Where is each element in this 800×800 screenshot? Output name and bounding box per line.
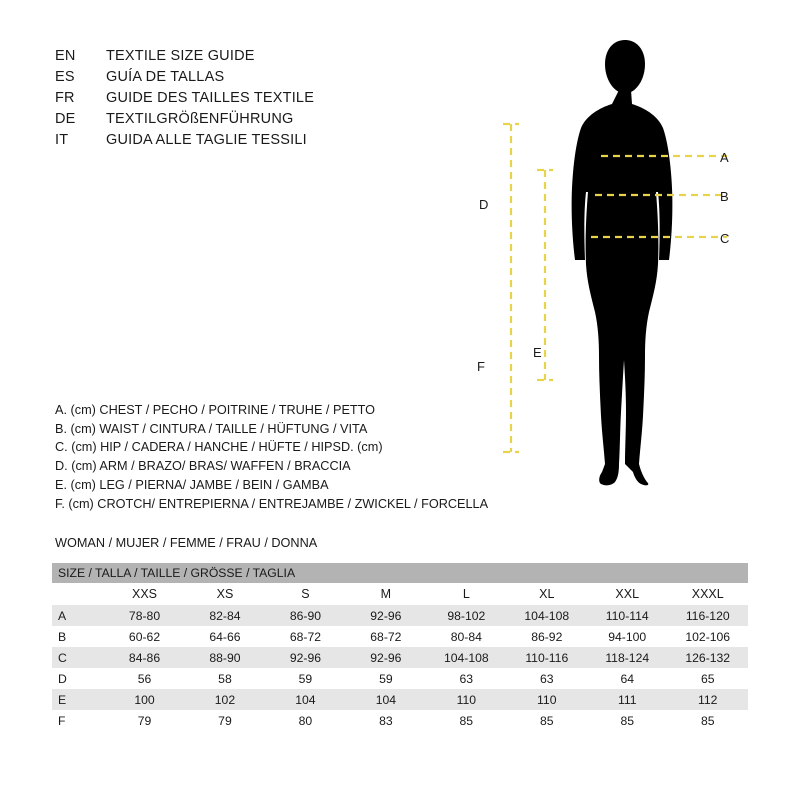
- title-lang-code: FR: [55, 90, 75, 106]
- table-cell: 82-84: [185, 605, 265, 626]
- row-label: D: [52, 668, 104, 689]
- row-label: C: [52, 647, 104, 668]
- table-cell: 100: [104, 689, 184, 710]
- table-cell: 110: [507, 689, 587, 710]
- title-block: [55, 48, 475, 153]
- table-cell: 104: [265, 689, 345, 710]
- table-cell: 92-96: [346, 647, 426, 668]
- table-cell: 85: [587, 710, 667, 731]
- column-header: XXXL: [667, 583, 748, 605]
- table-cell: 104-108: [426, 647, 506, 668]
- table-cell: 85: [667, 710, 748, 731]
- table-cell: 80-84: [426, 626, 506, 647]
- row-label: E: [52, 689, 104, 710]
- dimension-label-f: F: [477, 359, 485, 374]
- dimension-label-d: D: [479, 197, 489, 212]
- table-row: [52, 689, 748, 710]
- table-row: [52, 710, 748, 731]
- legend-block: [55, 401, 525, 513]
- size-table-wrapper: [52, 563, 748, 731]
- legend-item: B. (cm) WAIST / CINTURA / TAILLE / HÜFTUNG / VITA: [55, 421, 368, 436]
- table-cell: 78-80: [104, 605, 184, 626]
- column-header: S: [265, 583, 345, 605]
- column-header: XS: [185, 583, 265, 605]
- dimension-label-e: E: [533, 345, 542, 360]
- dimension-label-c: C: [720, 231, 730, 246]
- title-lang-code: EN: [55, 48, 76, 64]
- dimension-label-b: B: [720, 189, 729, 204]
- legend-item: A. (cm) CHEST / PECHO / POITRINE / TRUHE / PETTO: [55, 403, 376, 417]
- legend-item: C. (cm) HIP / CADERA / HANCHE / HÜFTE / HIPSD. (cm): [55, 440, 383, 455]
- table-cell: 111: [587, 689, 667, 710]
- table-cell: 64: [587, 668, 667, 689]
- title-row: [55, 69, 475, 90]
- table-cell: 94-100: [587, 626, 667, 647]
- table-cell: 104-108: [507, 605, 587, 626]
- table-row: [52, 605, 748, 626]
- table-cell: 110: [426, 689, 506, 710]
- table-cell: 60-62: [104, 626, 184, 647]
- table-cell: 59: [265, 668, 345, 689]
- column-header: [52, 583, 104, 605]
- title-text: GUIDA ALLE TAGLIE TESSILI: [106, 132, 307, 148]
- title-lang-code: DE: [55, 111, 76, 127]
- title-row: [55, 48, 475, 69]
- table-cell: 63: [426, 668, 506, 689]
- table-row: [52, 647, 748, 668]
- table-cell: 64-66: [185, 626, 265, 647]
- table-row: [52, 668, 748, 689]
- table-cell: 86-92: [507, 626, 587, 647]
- table-cell: 102-106: [667, 626, 748, 647]
- table-title: SIZE / TALLA / TAILLE / GRÖSSE / TAGLIA: [52, 563, 748, 583]
- title-text: GUIDE DES TAILLES TEXTILE: [106, 90, 315, 106]
- table-cell: 110-116: [507, 647, 587, 668]
- table-cell: 92-96: [346, 605, 426, 626]
- table-row: [52, 626, 748, 647]
- table-cell: 102: [185, 689, 265, 710]
- table-cell: 83: [346, 710, 426, 731]
- title-text: TEXTILGRÖßENFÜHRUNG: [106, 111, 294, 127]
- row-label: A: [52, 605, 104, 626]
- table-cell: 92-96: [265, 647, 345, 668]
- table-title-row: [52, 563, 748, 583]
- table-cell: 63: [507, 668, 587, 689]
- title-row: [55, 111, 475, 132]
- table-cell: 126-132: [667, 647, 748, 668]
- table-cell: 58: [185, 668, 265, 689]
- row-label: F: [52, 710, 104, 731]
- table-header-row: [52, 583, 748, 605]
- legend-item: F. (cm) CROTCH/ ENTREPIERNA / ENTREJAMBE / ZWICKEL / FORCELLA: [55, 496, 489, 511]
- row-label: B: [52, 626, 104, 647]
- table-cell: 56: [104, 668, 184, 689]
- table-cell: 79: [104, 710, 184, 731]
- table-cell: 85: [426, 710, 506, 731]
- column-header: XXL: [587, 583, 667, 605]
- title-row: [55, 90, 475, 111]
- title-row: [55, 132, 475, 153]
- female-silhouette-shape: [572, 40, 673, 485]
- table-cell: 112: [667, 689, 748, 710]
- table-cell: 79: [185, 710, 265, 731]
- table-cell: 68-72: [346, 626, 426, 647]
- table-cell: 104: [346, 689, 426, 710]
- legend-item: E. (cm) LEG / PIERNA/ JAMBE / BEIN / GAMBA: [55, 477, 329, 492]
- table-cell: 110-114: [587, 605, 667, 626]
- column-header: XXS: [104, 583, 184, 605]
- table-cell: 86-90: [265, 605, 345, 626]
- table-cell: 84-86: [104, 647, 184, 668]
- table-cell: 85: [507, 710, 587, 731]
- title-text: GUÍA DE TALLAS: [106, 69, 225, 85]
- dimension-label-a: A: [720, 150, 729, 165]
- title-text: TEXTILE SIZE GUIDE: [106, 48, 255, 64]
- table-cell: 59: [346, 668, 426, 689]
- title-lang-code: ES: [55, 69, 75, 85]
- title-lang-code: IT: [55, 132, 69, 148]
- column-header: M: [346, 583, 426, 605]
- table-cell: 118-124: [587, 647, 667, 668]
- table-cell: 98-102: [426, 605, 506, 626]
- legend-item: D. (cm) ARM / BRAZO/ BRAS/ WAFFEN / BRACCIA: [55, 459, 351, 474]
- column-header: L: [426, 583, 506, 605]
- table-cell: 116-120: [667, 605, 748, 626]
- column-header: XL: [507, 583, 587, 605]
- table-cell: 68-72: [265, 626, 345, 647]
- size-table: [52, 563, 748, 731]
- table-cell: 80: [265, 710, 345, 731]
- table-cell: 65: [667, 668, 748, 689]
- gender-line: WOMAN / MUJER / FEMME / FRAU / DONNA: [55, 536, 318, 550]
- table-cell: 88-90: [185, 647, 265, 668]
